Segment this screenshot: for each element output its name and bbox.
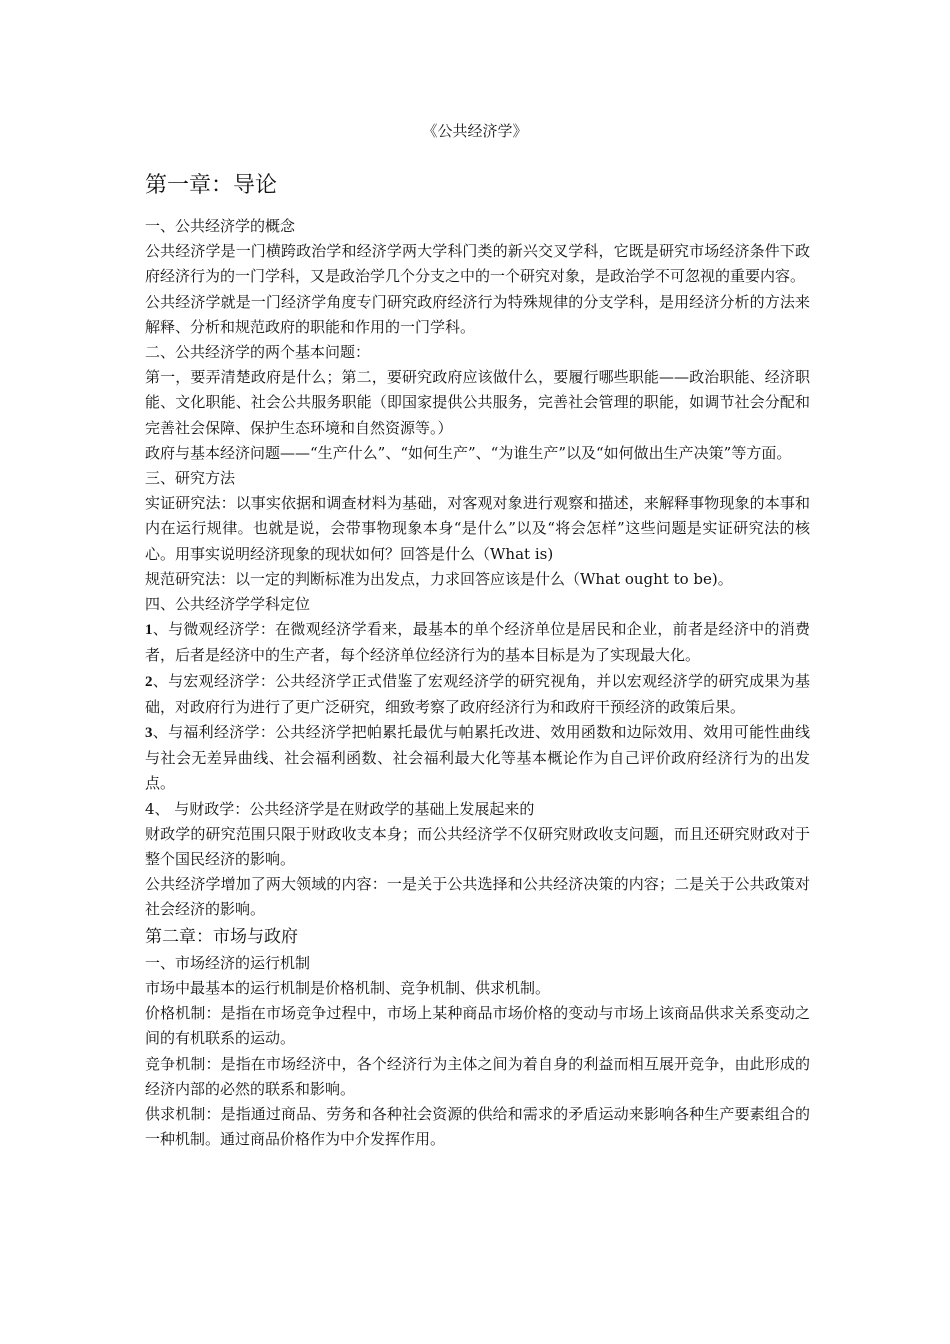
paragraph: 第一，要弄清楚政府是什么；第二，要研究政府应该做什么，要履行哪些职能——政治职能、经济职能、文化职能、社会公共服务职能（即国家提供公共服务，完善社会管理的职能，如调节社会分配和完善社会保障、保护生态环境和自然资源等。） — [145, 368, 810, 437]
paragraph: 市场中最基本的运行机制是价格机制、竞争机制、供求机制。 — [145, 978, 551, 997]
item-number: 2 — [145, 673, 153, 690]
section-heading: 二、公共经济学的两个基本问题： — [145, 343, 371, 362]
paragraph: 实证研究法：以事实依据和调查材料为基础，对客观对象进行观察和描述，来解释事物现象的本事和内在运行规律。也就是说，会带事物现象本身“是什么”以及“将会怎样”这些问题是实证研究法的核心。用事实说明经济现象的现状如何？回答是什么（What is) — [145, 494, 810, 563]
list-item — [145, 720, 810, 797]
section-heading: 三、研究方法 — [145, 469, 236, 488]
item-number: 1 — [145, 622, 153, 639]
chapter-1-title: 第一章：导论 — [145, 173, 278, 198]
list-item: 4、 与财政学：公共经济学是在财政学的基础上发展起来的 — [145, 799, 535, 818]
paragraph: 竞争机制：是指在市场经济中，各个经济行为主体之间为着自身的利益而相互展开竞争，由此形成的经济内部的必然的联系和影响。 — [145, 1054, 810, 1098]
section-heading: 一、公共经济学的概念 — [145, 217, 296, 235]
item-text: 、与宏观经济学：公共经济学正式借鉴了宏观经济学的研究视角，并以宏观经济学的研究成果为基础，对政府行为进行了更广泛研究，细致考察了政府经济行为和政府干预经济的政策后果。 — [145, 671, 810, 716]
item-text: 、与福利经济学：公共经济学把帕累托最优与帕累托改进、效用函数和边际效用、效用可能性曲线与社会无差异曲线、社会福利函数、社会福利最大化等基本概论作为自己评价政府经济行为的出发点。 — [145, 723, 810, 793]
paragraph: 政府与基本经济问题——“生产什么”、“如何生产”、“为谁生产”以及“如何做出生产决策”等方面。 — [145, 443, 792, 462]
item-number: 3 — [145, 725, 153, 742]
section-heading: 一、市场经济的运行机制 — [145, 953, 311, 972]
paragraph: 公共经济学就是一门经济学角度专门研究政府经济行为特殊规律的分支学科，是用经济分析的方法来解释、分析和规范政府的职能和作用的一门学科。 — [145, 292, 810, 336]
paragraph: 价格机制：是指在市场竞争过程中，市场上某种商品市场价格的变动与市场上该商品供求关系变动之间的有机联系的运动。 — [145, 1004, 810, 1048]
document-title: 《公共经济学》 — [422, 122, 528, 140]
document-body — [145, 168, 810, 1152]
chapter-2-title: 第二章：市场与政府 — [145, 926, 298, 947]
paragraph: 规范研究法：以一定的判断标准为出发点，力求回答应该是什么（What ought to be)。 — [145, 569, 733, 588]
paragraph: 公共经济学增加了两大领域的内容：一是关于公共选择和公共经济决策的内容；二是关于公共政策对社会经济的影响。 — [145, 875, 810, 919]
paragraph: 公共经济学是一门横跨政治学和经济学两大学科门类的新兴交叉学科，它既是研究市场经济条件下政府经济行为的一门学科，又是政治学几个分支之中的一个研究对象，是政治学不可忽视的重要内容。 — [145, 242, 810, 286]
item-text: 、与微观经济学：在微观经济学看来，最基本的单个经济单位是居民和企业，前者是经济中的消费者，后者是经济中的生产者，每个经济单位经济行为的基本目标是为了实现最大化。 — [145, 620, 810, 665]
list-item — [145, 669, 810, 720]
list-item — [145, 617, 810, 668]
paragraph: 供求机制：是指通过商品、劳务和各种社会资源的供给和需求的矛盾运动来影响各种生产要素组合的一种机制。通过商品价格作为中介发挥作用。 — [145, 1104, 810, 1149]
section-heading: 四、公共经济学学科定位 — [145, 595, 311, 614]
paragraph: 财政学的研究范围只限于财政收支本身；而公共经济学不仅研究财政收支问题，而且还研究财政对于整个国民经济的影响。 — [145, 824, 810, 869]
